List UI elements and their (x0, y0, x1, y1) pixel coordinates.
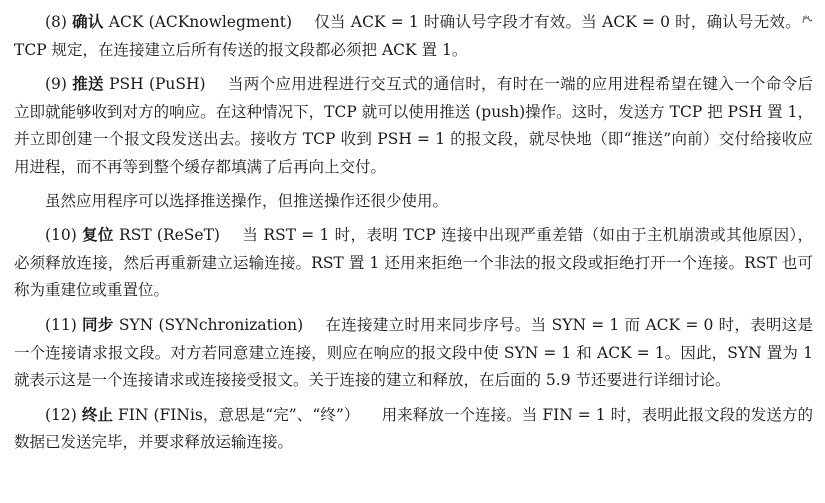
section-rst-term: 复位 (82, 225, 114, 245)
section-ack-term: 确认 (72, 12, 104, 31)
section-rst-text: 当 RST = 1 时，表明 TCP 连接中出现严重差错（如由于主机崩溃或其他原因），必须释放连接，然后再重新建立运输连接。RST 置 1 还用来拒绝一个非法的报文段或拒绝打开一个连接。RST 也可称为重建位或重置位。 (14, 226, 813, 300)
section-syn-name: SYN (SYNchronization) (118, 315, 304, 334)
section-fin-name: FIN (FINis，意思是“完”、“终”） (118, 405, 360, 424)
section-psh-name: PSH (PuSH) (109, 75, 206, 94)
cursor-icon (801, 15, 813, 29)
section-psh-text: 当两个应用进程进行交互式的通信时，有时在一端的应用进程希望在键入一个命令后立即就能够收到对方的响应。在这种情况下，TCP 就可以使用推送 (push)操作。这时，发送方 TCP 把 PSH 置 1，并立即创建一个报文段发送出去。接收方 TCP 收到 PSH = 1 的报文段，就尽快地（即“推送”向前）交付给接收应用进程，而不再等到整个缓存都填满了后再向上交付。 (14, 75, 813, 176)
section-ack-text-b: TCP 规定，在连接建立后所有传送的报文段都必须把 ACK 置 1。 (14, 40, 468, 59)
section-ack-name: ACK (ACKnowlegment) (108, 13, 293, 31)
section-psh-term: 推送 (72, 74, 104, 94)
section-ack-text-a: 仅当 ACK = 1 时确认号字段才有效。当 ACK = 0 时，确认号无效。 (314, 13, 801, 31)
section-fin-number: (12) (45, 405, 77, 424)
section-rst (14, 221, 813, 305)
section-psh (14, 70, 813, 181)
section-rst-number: (10) (45, 226, 77, 245)
section-psh-number: (9) (45, 75, 67, 94)
note-text: 虽然应用程序可以选择推送操作，但推送操作还很少使用。 (45, 191, 449, 210)
note-paragraph (14, 188, 813, 216)
section-syn-term: 同步 (82, 314, 114, 334)
section-syn (14, 311, 813, 395)
section-fin-term: 终止 (81, 404, 113, 424)
section-rst-name: RST (ReSeT) (119, 226, 220, 245)
section-syn-text: 在连接建立时用来同步序号。当 SYN = 1 而 ACK = 0 时，表明这是一个连接请求报文段。对方若同意建立连接，则应在响应的报文段中使 SYN = 1 和 ACK = 1。因此，SYN 置为 1 就表示这是一个连接请求或连接接受报文。关于连接的建立和释放，在后面的 5.9 节还要进行详细讨论。 (14, 315, 813, 390)
section-fin-text: 用来释放一个连接。当 FIN = 1 时，表明此报文段的发送方的数据已发送完毕，并要求释放运输连接。 (14, 405, 814, 452)
section-fin (14, 401, 813, 457)
section-ack-number: (8) (45, 13, 67, 31)
section-ack (14, 8, 813, 64)
section-syn-number: (11) (45, 315, 77, 334)
